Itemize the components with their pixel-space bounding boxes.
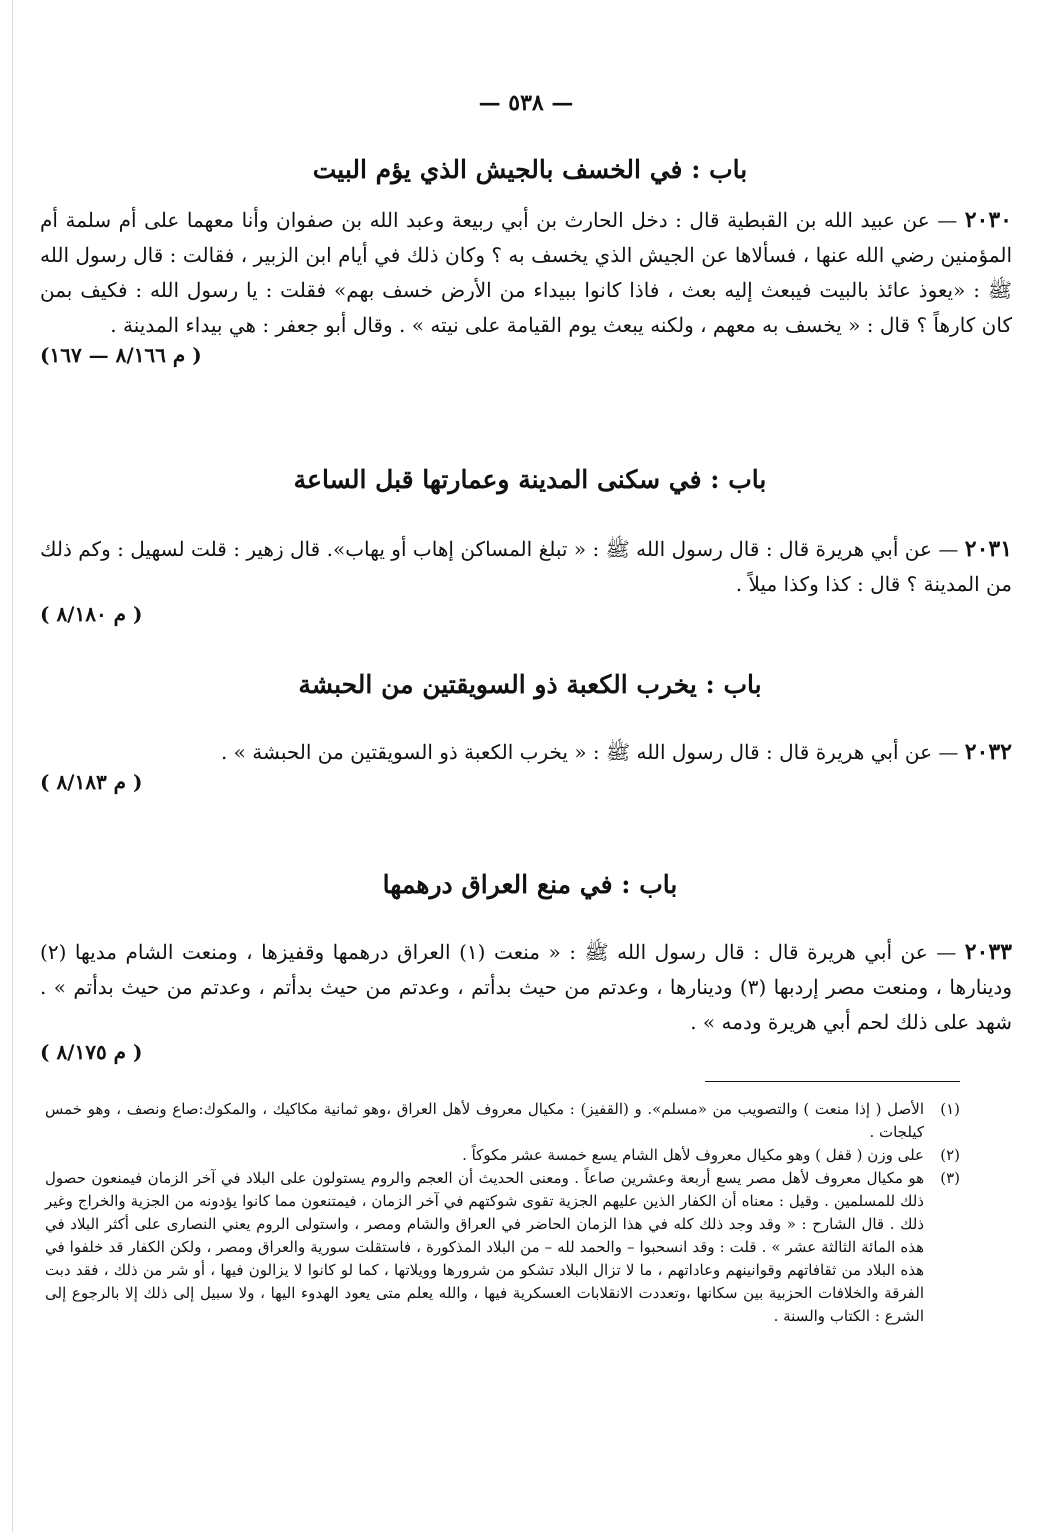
footnote bbox=[45, 1098, 960, 1144]
section-heading: باب : يخرب الكعبة ذو السويقتين من الحبشة bbox=[298, 670, 762, 699]
hadith-number: ٢٠٣٠ bbox=[964, 207, 1012, 233]
hadith-number: ٢٠٣١ bbox=[964, 536, 1013, 562]
hadith-text: — عن أبي هريرة قال : قال رسول الله ﷺ : « يخرب الكعبة ذو السويقتين من الحبشة » . bbox=[220, 740, 959, 764]
footnote bbox=[45, 1144, 960, 1167]
hadith-reference: ( م ٨/١٨٠ ) bbox=[40, 602, 143, 626]
section-heading: باب : في منع العراق درهمها bbox=[382, 870, 678, 899]
hadith-number: ٢٠٣٣ bbox=[964, 939, 1012, 965]
footnote-text: الأصل ( إذا منعت ) والتصويب من «مسلم». و (القفيز) : مكيال معروف لأهل العراق ،وهو ثمانية مكاكيك ، والمكوك:صاع ونصف ، وهو خمس كيلجات . bbox=[45, 1100, 924, 1141]
footnote-number: (٢) bbox=[940, 1146, 960, 1164]
hadith-reference: ( م ٨/١٧٥ ) bbox=[40, 1040, 143, 1064]
footnote-number: (٣) bbox=[940, 1169, 960, 1187]
page-number: — ٥٣٨ — bbox=[478, 90, 574, 116]
scan-edge-line bbox=[12, 0, 13, 1532]
section-heading: باب : في الخسف بالجيش الذي يؤم البيت bbox=[312, 155, 748, 184]
footnotes bbox=[45, 1098, 960, 1328]
footnote-number: (١) bbox=[940, 1100, 960, 1118]
hadith-text: — عن عبيد الله بن القبطية قال : دخل الحارث بن أبي ربيعة وعبد الله بن صفوان وأنا معهما على أم سلمة أم المؤمنين رضي الله عنها ، فسألاها عن الجيش الذي يخسف به ؟ وكان ذلك في أيام ابن الزبير ، فقالت : قال رسول الله ﷺ : «يعوذ عائذ بالبيت فيبعث إليه بعث ، فاذا كانوا ببيداء من الأرض خسف بهم» فقلت : يا رسول الله : فكيف بمن كان كارهاً ؟ قال : « يخسف به معهم ، ولكنه يبعث يوم القيامة على نيته » . وقال أبو جعفر : هي بيداء المدينة . bbox=[40, 208, 1012, 337]
hadith-paragraph bbox=[40, 935, 1012, 1064]
hadith-text: — عن أبي هريرة قال : قال رسول الله ﷺ : « تبلغ المساكن إهاب أو يهاب». قال زهير : قلت لسهيل : وكم ذلك من المدينة ؟ قال : كذا وكذا ميلاً . bbox=[40, 537, 1012, 596]
footnote bbox=[45, 1167, 960, 1328]
hadith-paragraph bbox=[40, 203, 1012, 367]
footnote-text: هو مكيال معروف لأهل مصر يسع أربعة وعشرين صاعاً . ومعنى الحديث أن العجم والروم يستولون على البلاد في آخر الزمان فيمنعون حصول ذلك للمسلمين . وقيل : معناه أن الكفار الذين عليهم الجزية تقوى شوكتهم في آخر الزمان ، فيمتنعون مما كانوا يؤدونه من الجزية والخراج وغير ذلك . قال الشارح : « وقد وجد ذلك كله في هذا الزمان الحاضر في العراق والشام ومصر ، واستولى الروم يعني النصارى على أكثر البلاد في هذه المائة الثالثة عشر » . قلت : وقد انسحبوا – والحمد لله – من البلاد المذكورة ، فاستقلت سورية والعراق ومصر ، ولكن الكفار قد خلفوا في هذه البلاد من ثقافاتهم وقوانينهم وعاداتهم ، ما لا تزال البلاد تشكو من شرورها وويلاتها ، كما لو كانوا لا يزالون فيها ، أو شر من ذلك ، فقد دبت الفرقة والخلافات الحزبية بين سكانها ،وتعددت الانقلابات العسكرية فيها ، والله يعلم متى يعود الهدوء اليها ، ولا سبيل إلى ذلك إلا بالرجوع إلى الشرع : الكتاب والسنة . bbox=[45, 1169, 924, 1325]
hadith-text: — عن أبي هريرة قال : قال رسول الله ﷺ : « منعت (١) العراق درهمها وقفيزها ، ومنعت الشام مديها (٢) ودينارها ، ومنعت مصر إردبها (٣) ودينارها ، وعدتم من حيث بدأتم ، وعدتم من حيث بدأتم ، وعدتم من حيث بدأتم » . شهد على ذلك لحم أبي هريرة ودمه » . bbox=[40, 940, 1012, 1034]
footnote-text: على وزن ( قفل ) وهو مكيال معروف لأهل الشام يسع خمسة عشر مكوكاً . bbox=[462, 1146, 924, 1164]
hadith-paragraph bbox=[40, 532, 1012, 626]
hadith-reference: ( م ٨/١٨٣ ) bbox=[40, 770, 143, 794]
hadith-paragraph bbox=[40, 735, 1012, 794]
hadith-reference: ( م ٨/١٦٦ — ١٦٧) bbox=[40, 343, 202, 367]
section-heading: باب : في سكنى المدينة وعمارتها قبل الساعة bbox=[293, 465, 767, 494]
hadith-number: ٢٠٣٢ bbox=[964, 739, 1012, 765]
footnote-separator bbox=[705, 1081, 960, 1082]
